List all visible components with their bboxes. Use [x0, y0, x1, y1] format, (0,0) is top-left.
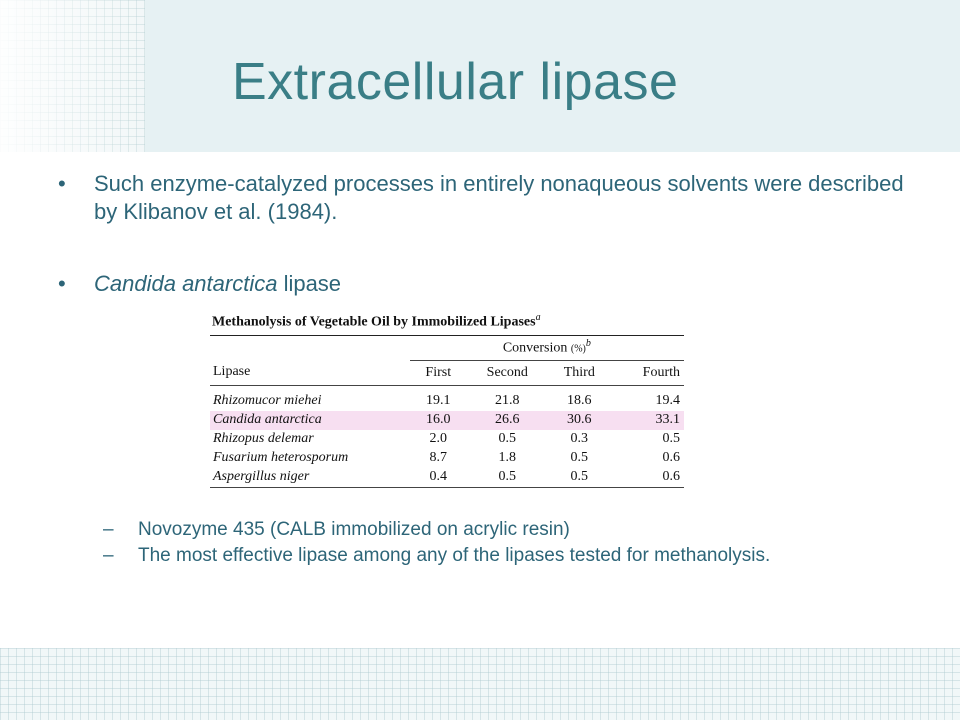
conversion-unit: (%) [570, 343, 586, 355]
conversion-value-cell: 2.0 [429, 431, 448, 447]
column-header: Third [563, 364, 595, 380]
table-title-text: Methanolysis of Vegetable Oil by Immobilized Lipases [212, 314, 536, 330]
conversion-value-cell: 18.6 [567, 393, 592, 409]
lipase-name-cell: Candida antarctica [210, 411, 410, 430]
conversion-value-cell: 0.3 [570, 431, 589, 447]
bullet-text: Such enzyme-catalyzed processes in entirely nonaqueous solvents were described by Klibanov et al. (1984). [94, 171, 904, 224]
column-header: Lipase [213, 364, 251, 380]
column-header: Second [486, 364, 528, 380]
conversion-value-cell: 26.6 [467, 411, 548, 430]
column-header: Fourth [642, 364, 680, 380]
conversion-value-cell: 30.6 [548, 411, 611, 430]
table-group-header-row [210, 336, 684, 361]
conversion-value-cell: 8.7 [429, 450, 448, 466]
conversion-value-cell: 33.1 [611, 411, 684, 430]
table-row [210, 430, 684, 449]
bullet-item [58, 270, 918, 298]
conversion-value-cell: 16.0 [410, 411, 467, 430]
conversion-footnote: b [585, 338, 591, 350]
conversion-value-cell: 21.8 [495, 393, 520, 409]
table-row [210, 392, 684, 411]
table-header-row [210, 360, 684, 385]
bullet-text-italic: Candida antarctica [94, 271, 278, 296]
bullet-list [58, 170, 918, 298]
lipase-name-cell: Fusarium heterosporum [213, 450, 349, 466]
conversion-value-cell: 19.4 [655, 393, 680, 409]
sub-bullet-marker: – [103, 519, 114, 540]
bullet-marker: • [58, 171, 66, 196]
slide-title: Extracellular lipase [232, 53, 679, 111]
methanolysis-table [210, 312, 684, 488]
table-row [210, 411, 684, 430]
sub-bullet-list [103, 518, 903, 570]
conversion-value-cell: 0.5 [570, 450, 589, 466]
table-title [212, 312, 684, 331]
lipase-name-cell: Rhizomucor miehei [213, 393, 322, 409]
conversion-value-cell: 19.1 [426, 393, 451, 409]
sub-bullet-item [103, 544, 903, 567]
table-row [210, 468, 684, 487]
lipase-name-cell: Aspergillus niger [213, 469, 310, 485]
bullet-text: lipase [277, 271, 342, 296]
lipase-name-cell: Rhizopus delemar [213, 431, 314, 447]
table-cell-empty [210, 336, 410, 361]
conversion-value-cell: 0.6 [662, 450, 680, 466]
footer-grid-pattern [0, 648, 960, 720]
conversion-value-cell: 0.5 [498, 431, 517, 447]
conversion-value-cell: 0.5 [662, 431, 680, 447]
table-body [210, 385, 684, 487]
conversion-value-cell: 0.6 [662, 469, 680, 485]
column-header: First [425, 364, 452, 380]
conversion-value-cell: 1.8 [498, 450, 517, 466]
conversion-label: Conversion [502, 340, 568, 356]
table-grid [210, 336, 684, 487]
conversion-value-cell: 0.4 [429, 469, 448, 485]
header-fade [0, 0, 145, 152]
sub-bullet-text: Novozyme 435 (CALB immobilized on acrylic resin) [138, 519, 570, 540]
sub-bullet-marker: – [103, 545, 114, 566]
table-title-footnote: a [535, 312, 541, 323]
bullet-item [58, 170, 918, 226]
conversion-header [410, 336, 684, 361]
conversion-value-cell: 0.5 [570, 469, 589, 485]
bullet-marker: • [58, 271, 66, 296]
table-bottom-rule [210, 487, 684, 488]
conversion-value-cell: 0.5 [498, 469, 517, 485]
table-row [210, 449, 684, 468]
sub-bullet-item [103, 518, 903, 541]
sub-bullet-text: The most effective lipase among any of the lipases tested for methanolysis. [138, 545, 771, 566]
